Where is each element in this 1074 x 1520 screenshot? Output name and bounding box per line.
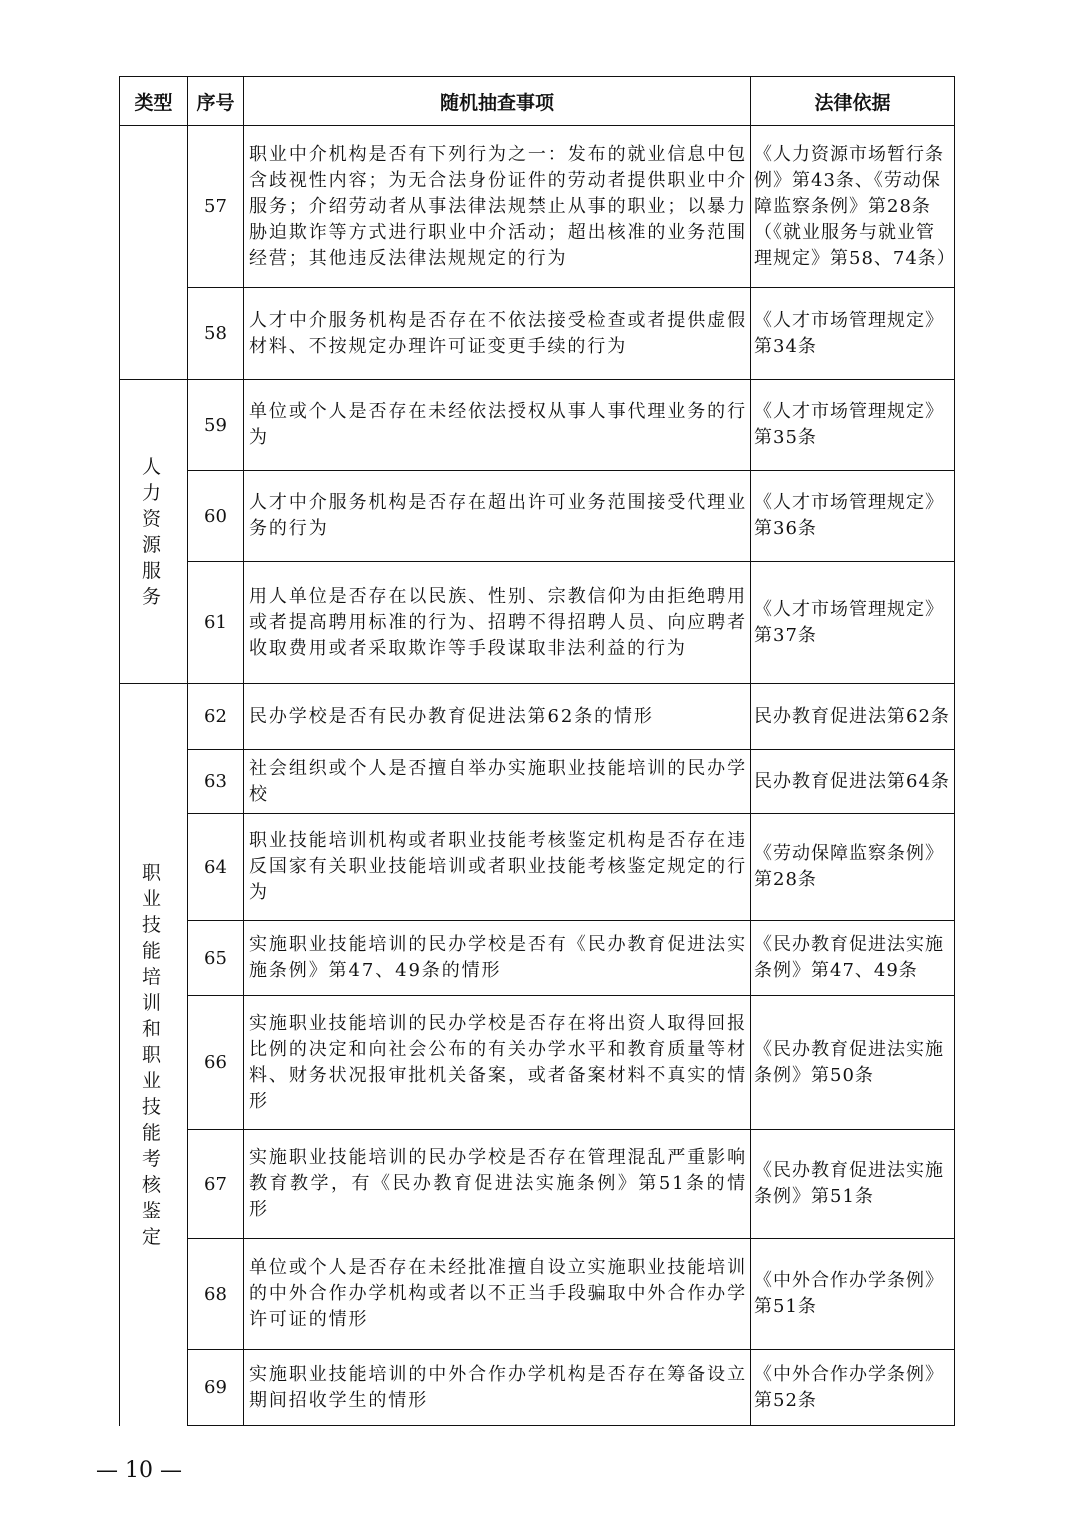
row-item: 单位或个人是否存在未经依法授权从事人事代理业务的行为 (244, 380, 751, 471)
row-seq: 69 (188, 1350, 244, 1426)
header-type: 类型 (120, 77, 188, 126)
row-basis: 《民办教育促进法实施条例》第50条 (751, 996, 955, 1130)
row-item: 民办学校是否有民办教育促进法第62条的情形 (244, 684, 751, 750)
row-item: 实施职业技能培训的民办学校是否有《民办教育促进法实施条例》第47、49条的情形 (244, 921, 751, 996)
row-seq: 63 (188, 750, 244, 814)
row-seq: 59 (188, 380, 244, 471)
row-seq: 61 (188, 562, 244, 684)
row-seq: 57 (188, 126, 244, 288)
table-row (120, 814, 955, 921)
table-row (120, 288, 955, 380)
row-basis: 《人力资源市场暂行条例》第43条、《劳动保障监察条例》第28条（《就业服务与就业管理规定》第58、74条） (751, 126, 955, 288)
category-human-resources: 人力资源服务 (120, 380, 188, 684)
inspection-items-table (119, 76, 955, 1426)
row-item: 实施职业技能培训的民办学校是否存在管理混乱严重影响教育教学，有《民办教育促进法实施条例》第51条的情形 (244, 1130, 751, 1239)
table-row (120, 921, 955, 996)
row-seq: 60 (188, 471, 244, 562)
row-basis: 《人才市场管理规定》第36条 (751, 471, 955, 562)
row-basis: 《劳动保障监察条例》第28条 (751, 814, 955, 921)
row-basis: 《民办教育促进法实施条例》第51条 (751, 1130, 955, 1239)
table-row (120, 684, 955, 750)
row-seq: 64 (188, 814, 244, 921)
row-item: 人才中介服务机构是否存在超出许可业务范围接受代理业务的行为 (244, 471, 751, 562)
row-basis: 《人才市场管理规定》第34条 (751, 288, 955, 380)
row-item: 人才中介服务机构是否存在不依法接受检查或者提供虚假材料、不按规定办理许可证变更手续的行为 (244, 288, 751, 380)
row-basis: 《中外合作办学条例》第51条 (751, 1239, 955, 1350)
row-seq: 65 (188, 921, 244, 996)
header-basis: 法律依据 (751, 77, 955, 126)
row-seq: 67 (188, 1130, 244, 1239)
table-row (120, 1130, 955, 1239)
header-item: 随机抽查事项 (244, 77, 751, 126)
row-seq: 62 (188, 684, 244, 750)
page-number: — 10 — (96, 1458, 182, 1483)
table-row (120, 1350, 955, 1426)
table-row (120, 471, 955, 562)
row-item: 职业中介机构是否有下列行为之一：发布的就业信息中包含歧视性内容；为无合法身份证件的劳动者提供职业中介服务；介绍劳动者从事法律法规禁止从事的职业；以暴力胁迫欺诈等方式进行职业中介活动；超出核准的业务范围经营；其他违反法律法规规定的行为 (244, 126, 751, 288)
header-seq: 序号 (188, 77, 244, 126)
row-basis: 民办教育促进法第64条 (751, 750, 955, 814)
row-seq: 58 (188, 288, 244, 380)
row-item: 社会组织或个人是否擅自举办实施职业技能培训的民办学校 (244, 750, 751, 814)
row-seq: 66 (188, 996, 244, 1130)
row-item: 职业技能培训机构或者职业技能考核鉴定机构是否存在违反国家有关职业技能培训或者职业技能考核鉴定规定的行为 (244, 814, 751, 921)
row-basis: 《民办教育促进法实施条例》第47、49条 (751, 921, 955, 996)
table-row (120, 126, 955, 288)
table-row (120, 996, 955, 1130)
row-seq: 68 (188, 1239, 244, 1350)
row-basis: 民办教育促进法第62条 (751, 684, 955, 750)
row-item: 实施职业技能培训的民办学校是否存在将出资人取得回报比例的决定和向社会公布的有关办学水平和教育质量等材料、财务状况报审批机关备案，或者备案材料不真实的情形 (244, 996, 751, 1130)
row-basis: 《人才市场管理规定》第35条 (751, 380, 955, 471)
table-row (120, 750, 955, 814)
table-row (120, 380, 955, 471)
row-item: 单位或个人是否存在未经批准擅自设立实施职业技能培训的中外合作办学机构或者以不正当手段骗取中外合作办学许可证的情形 (244, 1239, 751, 1350)
row-basis: 《中外合作办学条例》第52条 (751, 1350, 955, 1426)
table-row (120, 1239, 955, 1350)
table-header-row (120, 77, 955, 126)
row-item: 实施职业技能培训的中外合作办学机构是否存在筹备设立期间招收学生的情形 (244, 1350, 751, 1426)
row-item: 用人单位是否存在以民族、性别、宗教信仰为由拒绝聘用或者提高聘用标准的行为、招聘不得招聘人员、向应聘者收取费用或者采取欺诈等手段谋取非法利益的行为 (244, 562, 751, 684)
table-row (120, 562, 955, 684)
category-vocational-training: 职业技能培训和职业技能考核鉴定 (120, 684, 188, 1426)
row-basis: 《人才市场管理规定》第37条 (751, 562, 955, 684)
category-cell-continued (120, 126, 188, 380)
